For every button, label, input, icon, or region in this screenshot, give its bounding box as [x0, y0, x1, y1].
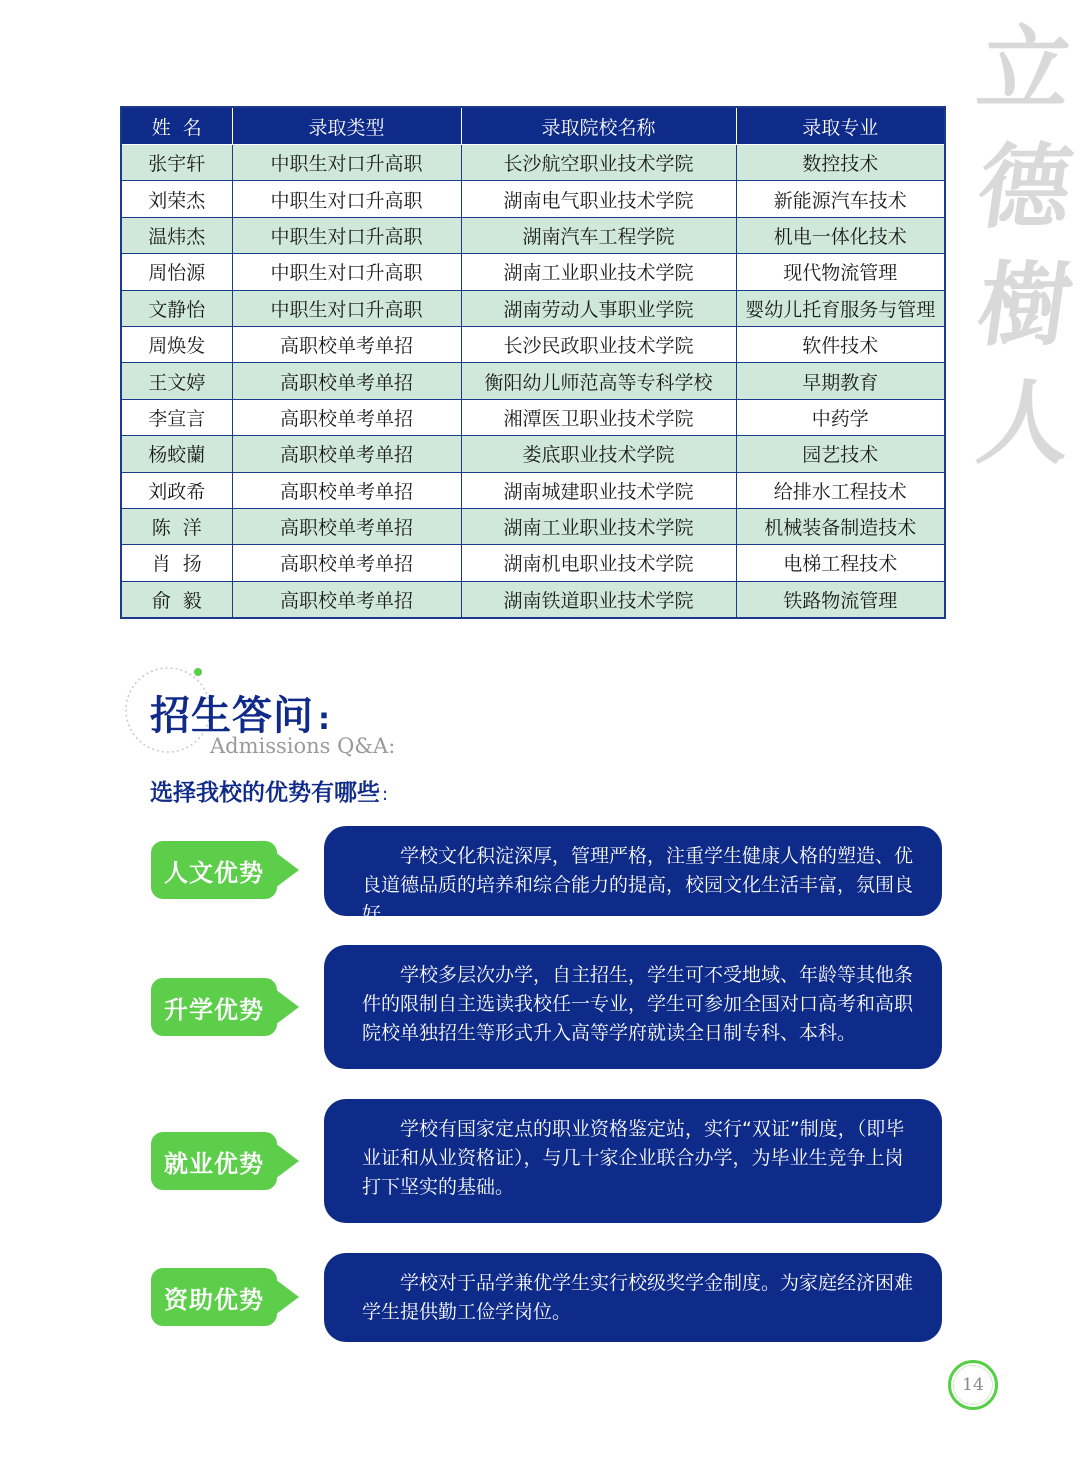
table-row	[121, 254, 945, 290]
cell-type: 中职生对口升高职	[232, 254, 461, 290]
cell-school: 湘潭医卫职业技术学院	[461, 399, 736, 435]
cell-major: 软件技术	[736, 326, 945, 362]
header-type: 录取类型	[232, 107, 461, 145]
cell-major: 机电一体化技术	[736, 217, 945, 253]
cell-name: 俞 毅	[121, 581, 232, 618]
cell-major: 早期教育	[736, 363, 945, 399]
cell-school: 湖南劳动人事职业学院	[461, 290, 736, 326]
cell-school: 湖南城建职业技术学院	[461, 472, 736, 508]
cell-name: 张宇轩	[121, 145, 232, 181]
cell-major: 机械装备制造技术	[736, 508, 945, 544]
advantage-label-further-study: 升学优势	[151, 978, 277, 1036]
cell-name: 陈 洋	[121, 508, 232, 544]
cell-school: 衡阳幼儿师范高等专科学校	[461, 363, 736, 399]
advantage-text-employment: 学校有国家定点的职业资格鉴定站，实行“双证”制度，（即毕业证和从业资格证），与几十家企业联合办学，为毕业生竞争上岗打下坚实的基础。	[324, 1099, 942, 1223]
qa-question-colon: :	[382, 784, 389, 805]
cell-name: 温炜杰	[121, 217, 232, 253]
cell-type: 高职校单考单招	[232, 436, 461, 472]
watermark-char: 德	[971, 133, 1079, 241]
cell-type: 中职生对口升高职	[232, 145, 461, 181]
table-row	[121, 581, 945, 618]
watermark-char: 樹	[971, 251, 1079, 359]
cell-school: 湖南铁道职业技术学院	[461, 581, 736, 618]
cell-major: 现代物流管理	[736, 254, 945, 290]
cell-name: 李宣言	[121, 399, 232, 435]
table-row	[121, 472, 945, 508]
cell-type: 中职生对口升高职	[232, 290, 461, 326]
qa-title: 招生答问 :	[150, 693, 331, 739]
cell-name: 杨蛟蘭	[121, 436, 232, 472]
header-name: 姓 名	[121, 107, 232, 145]
admissions-table	[120, 106, 946, 619]
page-number: 14	[948, 1360, 998, 1410]
cell-name: 文静怡	[121, 290, 232, 326]
cell-school: 长沙民政职业技术学院	[461, 326, 736, 362]
cell-type: 高职校单考单招	[232, 508, 461, 544]
cell-school: 娄底职业技术学院	[461, 436, 736, 472]
qa-subtitle: Admissions Q&A:	[210, 734, 396, 758]
table-header-row	[121, 107, 945, 145]
advantage-label-humanities: 人文优势	[151, 841, 277, 899]
cell-name: 王文婷	[121, 363, 232, 399]
cell-major: 给排水工程技术	[736, 472, 945, 508]
cell-school: 湖南工业职业技术学院	[461, 254, 736, 290]
cell-school: 湖南机电职业技术学院	[461, 545, 736, 581]
calligraphy-watermark	[971, 10, 1079, 482]
table-row	[121, 145, 945, 181]
cell-school: 湖南工业职业技术学院	[461, 508, 736, 544]
watermark-char: 人	[971, 369, 1079, 477]
cell-major: 铁路物流管理	[736, 581, 945, 618]
advantage-text-humanities: 学校文化积淀深厚，管理严格，注重学生健康人格的塑造、优良道德品质的培养和综合能力的提高，校园文化生活丰富，氛围良好。	[324, 826, 942, 916]
cell-major: 中药学	[736, 399, 945, 435]
qa-title-colon: :	[318, 702, 331, 737]
cell-school: 长沙航空职业技术学院	[461, 145, 736, 181]
qa-question: 选择我校的优势有哪些 :	[150, 780, 389, 806]
cell-type: 高职校单考单招	[232, 326, 461, 362]
cell-type: 高职校单考单招	[232, 545, 461, 581]
table-row	[121, 363, 945, 399]
advantage-label-employment: 就业优势	[151, 1132, 277, 1190]
table-row	[121, 545, 945, 581]
cell-major: 电梯工程技术	[736, 545, 945, 581]
cell-name: 肖 扬	[121, 545, 232, 581]
cell-name: 周焕发	[121, 326, 232, 362]
cell-major: 婴幼儿托育服务与管理	[736, 290, 945, 326]
table-row	[121, 436, 945, 472]
cell-major: 新能源汽车技术	[736, 181, 945, 217]
header-school: 录取院校名称	[461, 107, 736, 145]
table-row	[121, 326, 945, 362]
advantage-label-financial-aid: 资助优势	[151, 1268, 277, 1326]
cell-type: 高职校单考单招	[232, 472, 461, 508]
advantage-text-financial-aid: 学校对于品学兼优学生实行校级奖学金制度。为家庭经济困难学生提供勤工俭学岗位。	[324, 1253, 942, 1342]
table-body	[121, 145, 945, 619]
table-row	[121, 508, 945, 544]
cell-major: 园艺技术	[736, 436, 945, 472]
cell-major: 数控技术	[736, 145, 945, 181]
cell-school: 湖南电气职业技术学院	[461, 181, 736, 217]
header-major: 录取专业	[736, 107, 945, 145]
cell-type: 高职校单考单招	[232, 581, 461, 618]
table-row	[121, 181, 945, 217]
cell-school: 湖南汽车工程学院	[461, 217, 736, 253]
cell-name: 周怡源	[121, 254, 232, 290]
cell-type: 中职生对口升高职	[232, 217, 461, 253]
cell-name: 刘政希	[121, 472, 232, 508]
cell-type: 高职校单考单招	[232, 399, 461, 435]
advantage-text-further-study: 学校多层次办学，自主招生，学生可不受地域、年龄等其他条件的限制自主选读我校任一专业，学生可参加全国对口高考和高职院校单独招生等形式升入高等学府就读全日制专科、本科。	[324, 945, 942, 1069]
cell-type: 中职生对口升高职	[232, 181, 461, 217]
table-row	[121, 290, 945, 326]
table-row	[121, 217, 945, 253]
watermark-char: 立	[971, 15, 1079, 123]
cell-name: 刘荣杰	[121, 181, 232, 217]
cell-type: 高职校单考单招	[232, 363, 461, 399]
table-row	[121, 399, 945, 435]
